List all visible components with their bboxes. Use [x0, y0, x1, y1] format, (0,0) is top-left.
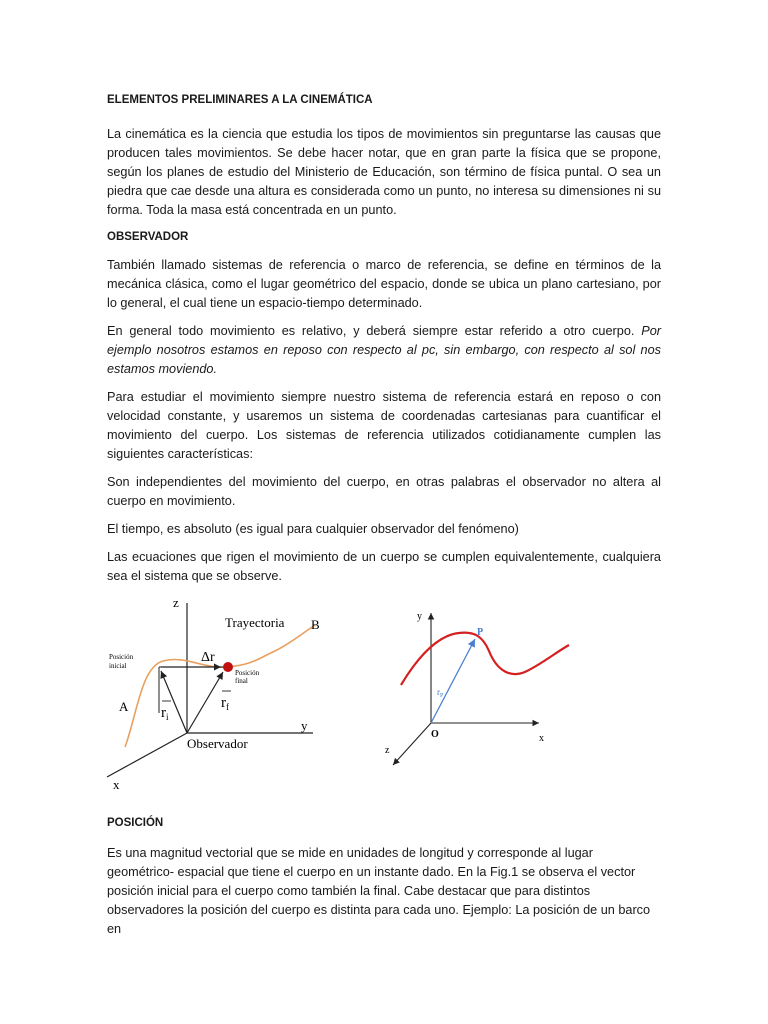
observer-paragraph-2-example: Por ejemplo nosotros estamos en reposo con respecto al pc, sin embargo, con respecto al sol nos estamos moviendo.	[107, 324, 661, 376]
observer-paragraph-5: El tiempo, es absoluto (es igual para cualquier observador del fenómeno)	[107, 522, 519, 536]
observer-paragraph-4: Son independientes del movimiento del cuerpo, en otras palabras el observador no altera al cuerpo en movimiento.	[107, 475, 661, 508]
fig2-red-curve	[401, 633, 569, 685]
point-a-label: A	[119, 699, 129, 714]
observer-heading: OBSERVADOR	[107, 231, 189, 243]
fig2-origin-label: O	[431, 729, 439, 740]
fig2-y-axis-label: y	[417, 611, 422, 622]
position-vector-figure	[379, 605, 579, 770]
trajectory-curve	[125, 625, 315, 747]
observer-paragraph-3: Para estudiar el movimiento siempre nuestro sistema de referencia estará en reposo o con velocidad constante, y usaremos un sistema de coordenadas cartesianas para cuantificar el movimiento del cuerpo. Los sistemas de referencia utilizados cotidianamente cumplen las siguientes características:	[107, 390, 661, 461]
initial-position-label-line-1: Posición	[109, 653, 134, 661]
r-initial-letter: r	[161, 705, 166, 721]
intro-paragraph: La cinemática es la ciencia que estudia los tipos de movimientos sin preguntarse las causas que producen tales movimientos. Se debe hacer notar, que en gran parte la física que se propone, según los planes de estudio del Ministerio de Educación, son término de física puntal. O sea un piedra que cae desde una altura es considerada como un punto, no interesa su dimensiones ni su forma. Toda la masa está concentrada en un punto.	[107, 127, 661, 217]
z-axis-label: z	[173, 595, 179, 610]
position-paragraph: Es una magnitud vectorial que se mide en unidades de longitud y corresponde al lugar geométrico- espacial que tiene el cuerpo en un instante dado. En la Fig.1 se observa el vector posición inicial para el cuerpo como también la final. Cabe destacar que para distintos observadores la posición del cuerpo es distinta para cada uno. Ejemplo: La posición de un barco en	[107, 846, 651, 936]
r-initial-subscript: i	[166, 712, 169, 722]
document-page	[107, 92, 661, 948]
r-final-subscript: f	[226, 702, 229, 712]
fig2-vector-label	[437, 687, 444, 699]
point-b-label: B	[311, 617, 320, 632]
fig2-x-axis-label: x	[539, 733, 544, 744]
observer-paragraph-6: Las ecuaciones que rigen el movimiento de un cuerpo se cumplen equivalentemente, cualquiera sea el sistema que se observe.	[107, 550, 661, 583]
fig2-position-vector	[431, 639, 475, 723]
final-position-dot	[223, 662, 233, 672]
fig2-z-axis	[393, 723, 431, 765]
observer-paragraph-2-start: En general todo movimiento es relativo, y deberá siempre estar referido a otro cuerpo.	[107, 324, 635, 338]
figures-row	[107, 595, 661, 795]
fig2-point-label: P	[477, 627, 484, 638]
delta-r-label: Δr	[201, 650, 215, 665]
y-axis-label: y	[301, 718, 308, 733]
final-position-vector	[187, 672, 223, 733]
fig2-vector-letter: r	[437, 687, 440, 697]
document-title: ELEMENTOS PRELIMINARES A LA CINEMÁTICA	[107, 94, 373, 106]
final-position-label-line-1: Posición	[235, 669, 260, 677]
observer-paragraph-1: También llamado sistemas de referencia o marco de referencia, se define en términos de la mecánica clásica, como el lugar geométrico del espacio, donde se ubica un plano cartesiano, por lo general, el cual tiene un espacio-tiempo determinado.	[107, 258, 661, 310]
x-axis	[107, 733, 187, 777]
fig2-z-axis-label: z	[385, 745, 390, 756]
fig2-vector-subscript: P	[440, 693, 444, 699]
x-axis-label: x	[113, 777, 120, 792]
observer-label: Observador	[187, 736, 248, 751]
final-position-label-line-2: final	[235, 677, 248, 685]
r-initial-label	[161, 705, 169, 722]
initial-position-vector	[161, 671, 187, 733]
r-final-letter: r	[221, 695, 226, 711]
observer-paragraph-2	[107, 322, 661, 379]
initial-position-label-line-2: inicial	[109, 662, 127, 670]
trajectory-label: Trayectoria	[225, 615, 285, 630]
trajectory-figure	[103, 595, 335, 795]
position-heading: POSICIÓN	[107, 817, 164, 829]
r-final-label	[221, 695, 229, 712]
